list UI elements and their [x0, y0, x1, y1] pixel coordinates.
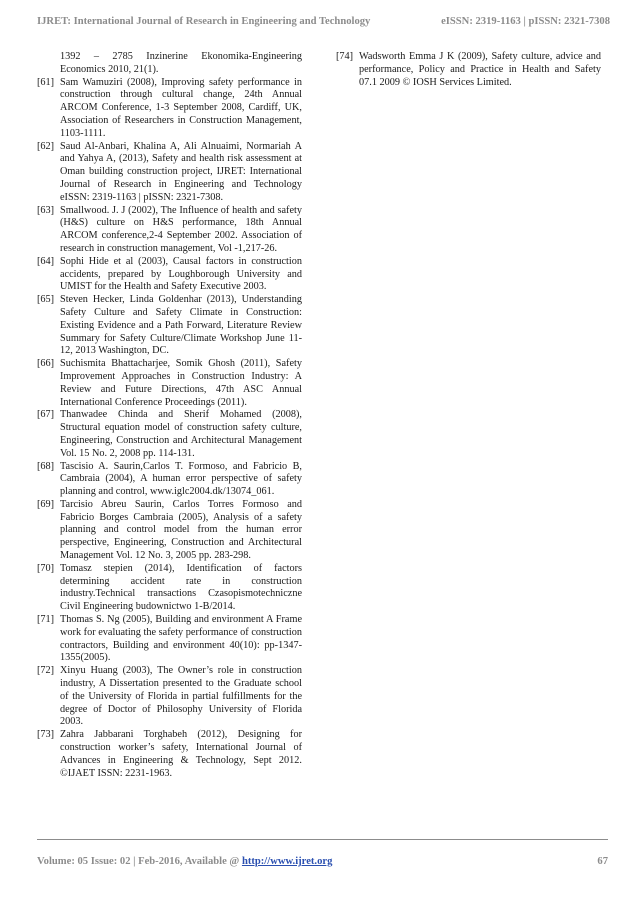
reference-item: [37, 665, 302, 729]
reference-item: [37, 614, 302, 665]
reference-item: [37, 294, 302, 358]
reference-text: Zahra Jabbarani Torghabeh (2012), Designing for construction worker’s safety, International Journal of Advances in Engineering & Technology, Sept 2012. ©IJAET ISSN: 2231-1963.: [60, 729, 302, 779]
footer-divider: [37, 839, 608, 840]
issn-info: eISSN: 2319-1163 | pISSN: 2321-7308: [441, 16, 610, 27]
reference-text: Wadsworth Emma J K (2009), Safety culture, advice and performance, Policy and Practice in Health and Safety 07.1 2009 © IOSH Services Limited.: [359, 51, 601, 88]
reference-item: [37, 141, 302, 205]
reference-text: Tascisio A. Saurin,Carlos T. Formoso, and Fabricio B, Cambraia (2004), A human error perspective of safety planning and control, www.iglc2004.dk/13074_061.: [60, 460, 302, 498]
reference-item: [37, 77, 302, 141]
reference-number: [74]: [336, 51, 354, 62]
reference-item: [37, 51, 302, 77]
footer-info: [37, 856, 332, 867]
reference-text: Sam Wamuziri (2008), Improving safety performance in construction through cultural change, 24th Annual ARCOM Conference, 1-3 September 2008, Cardiff, UK, Association of Researchers in Construction Management, 1103-1111.: [60, 76, 302, 139]
reference-text: Steven Hecker, Linda Goldenhar (2013), Understanding Safety Culture and Safety Climate in Construction: Existing Evidence and a Path Forward, Literature Review Summary for Safety Culture/Climate Workshop June 11-12, 2013 Washington, DC.: [60, 294, 302, 357]
reference-number: [63]: [37, 204, 55, 216]
journal-link[interactable]: http://www.ijret.org: [241, 856, 333, 867]
references-left-column: [37, 51, 302, 780]
reference-number: [71]: [37, 614, 55, 626]
page-footer: [37, 856, 608, 870]
reference-text: Suchismita Bhattacharjee, Somik Ghosh (2011), Safety Improvement Approaches in Construction Industry: A Review and Future Directions, 47th ASC Annual International Conference Proceedings (2011).: [60, 358, 302, 408]
reference-number: [68]: [37, 460, 55, 472]
reference-text: Sophi Hide et al (2003), Causal factors in construction accidents, prepared by Loughborough University and UMIST for the Health and Safety Executive 2003.: [60, 255, 302, 293]
reference-text: Tomasz stepien (2014), Identification of factors determining accident rate in construction industry.Technical transactions Czasopismotechniczne Civil Engineering budownictwo 1-B/2014.: [60, 562, 302, 613]
reference-item: [37, 499, 302, 563]
reference-text: Thomas S. Ng (2005), Building and environment A Frame work for evaluating the safety performance of construction contractors, Building and environment 40(10): pp-1347-1355(2005).: [60, 614, 302, 664]
reference-number: [72]: [37, 665, 55, 677]
reference-number: [62]: [37, 140, 55, 152]
reference-number: [70]: [37, 562, 55, 574]
reference-number: [64]: [37, 255, 55, 267]
reference-number: [69]: [37, 498, 55, 510]
page-header: [37, 16, 610, 32]
page-number: 67: [597, 856, 608, 867]
reference-number: [67]: [37, 409, 55, 421]
reference-item: [37, 461, 302, 499]
reference-item: [37, 729, 302, 780]
reference-item: [37, 205, 302, 256]
reference-number: [65]: [37, 294, 55, 306]
reference-number: [61]: [37, 76, 55, 88]
reference-item: [336, 51, 601, 89]
reference-text: Xinyu Huang (2003), The Owner’s role in construction industry, A Dissertation presented to the Graduate school of the University of Florida in partial fulfillments for the degree of Doctor of Philosophy University of Florida 2003.: [60, 665, 302, 728]
reference-item: [37, 563, 302, 614]
reference-item: [37, 256, 302, 294]
reference-item: [37, 409, 302, 460]
journal-title: IJRET: International Journal of Research in Engineering and Technology: [37, 16, 371, 27]
reference-text: Smallwood. J. J (2002), The Influence of health and safety (H&S) culture on H&S performance, 18th Annual ARCOM conference,2-4 September 2002. Association of research in construction management, Vol -1,217-26.: [60, 204, 302, 254]
reference-number: [66]: [37, 358, 55, 370]
reference-number: [73]: [37, 729, 55, 741]
reference-text: Saud Al-Anbari, Khalina A, Ali Alnuaimi, Normariah A and Yahya A, (2013), Safety and health risk assessment at Oman building construction project, IJRET: International Journal of Research in Engineering and Technology eISSN: 2319-1163 | pISSN: 2321-7308.: [60, 140, 302, 203]
reference-text: Thanwadee Chinda and Sherif Mohamed (2008), Structural equation model of construction safety culture, Engineering, Construction and Architectural Management Vol. 15 No. 2, 2008 pp. 114-131.: [60, 409, 302, 459]
reference-text: 1392 – 2785 Inzinerine Ekonomika-Engineering Economics 2010, 21(1).: [60, 51, 302, 75]
volume-issue: Volume: 05 Issue: 02 | Feb-2016, Available @: [37, 856, 242, 867]
reference-text: Tarcisio Abreu Saurin, Carlos Torres Formoso and Fabricio Borges Cambraia (2005), Analysis of a safety planning and control model from the human error perspective, Engineering, Construction and Architectural Management Vol. 12 No. 3, 2005 pp. 283-298.: [60, 498, 302, 562]
references-right-column: [336, 51, 601, 89]
reference-item: [37, 358, 302, 409]
